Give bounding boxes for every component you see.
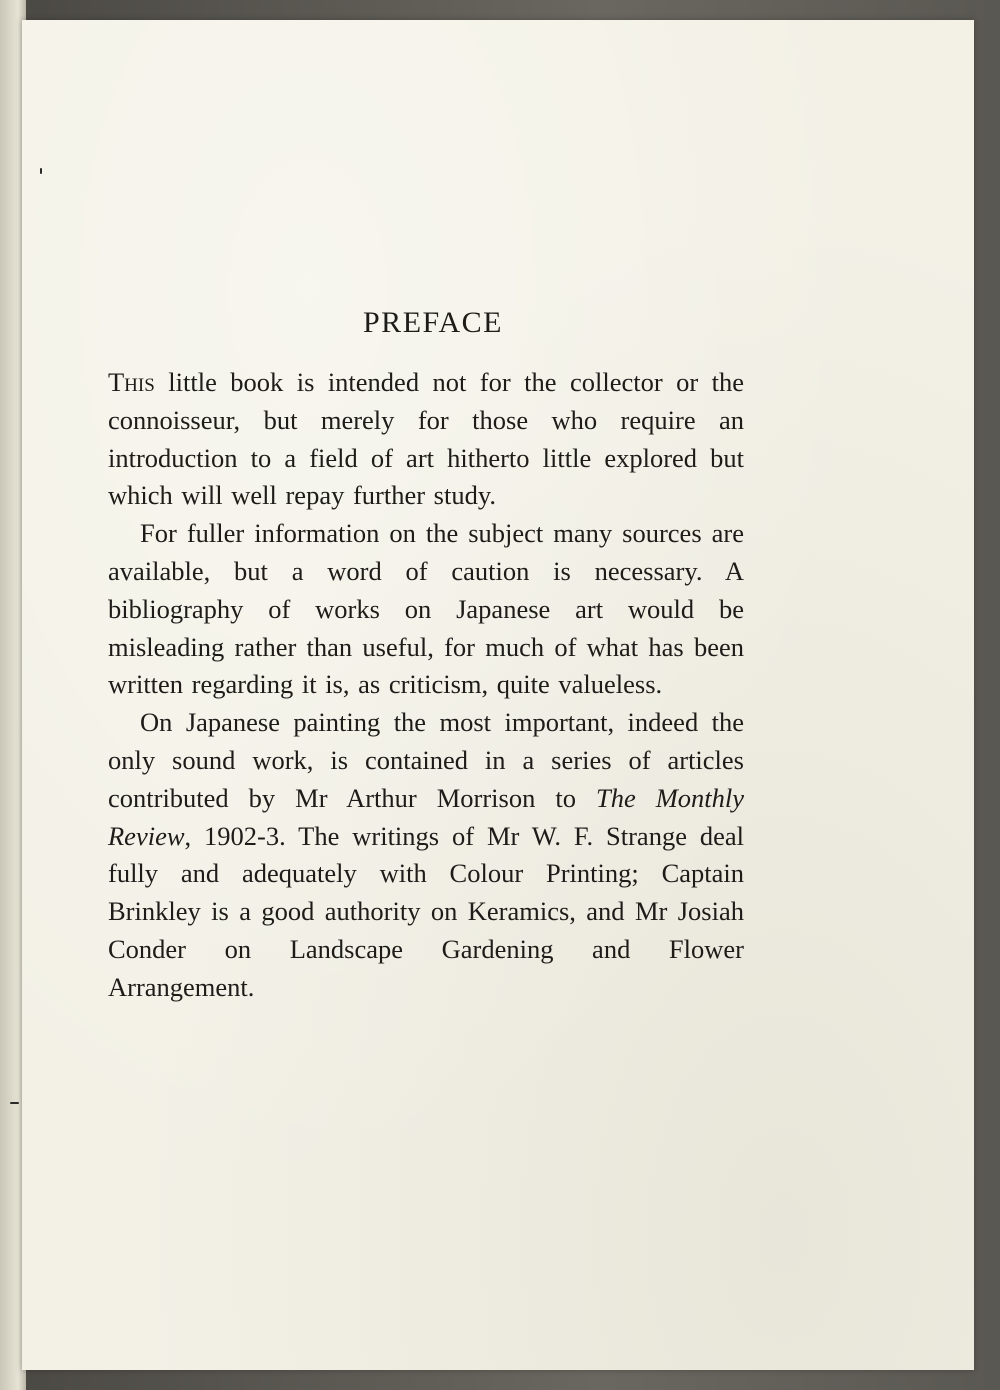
margin-speck [40,168,42,174]
journal-title: The Monthly Review [108,782,745,851]
margin-speck [10,1102,19,1104]
book-page [22,20,974,1370]
paragraph-1 [108,364,744,515]
paragraph-3 [108,704,744,1006]
paragraph-1-text: little book is intended not for the collector or the connoisseur, but merely for those who require an introduction to a field of art hitherto little explored but which will well repay further study. [108,367,744,511]
paragraph-2: For fuller information on the subject many sources are available, but a word of caution is necessary. A bibliography of works on Japanese art would be misleading rather than useful, for much of what has been written regarding it is, as criticism, quite valueless. [108,518,744,700]
page-title: PREFACE [363,306,503,339]
paragraph-3-text-after: , 1902-3. The writings of Mr W. F. Strange deal fully and adequately with Colour Printing; Captain Brinkley is a good authority on Keramics, and Mr Josiah Conder on Landscape Gardening and Flower Arrangement. [108,820,744,1002]
paragraph-3-text-before: On Japanese painting the most important, indeed the only sound work, is contained in a series of articles contributed by Mr Arthur Morrison to [108,707,744,813]
preface-text [108,306,744,1007]
paragraph-lead-word: This [108,367,155,397]
